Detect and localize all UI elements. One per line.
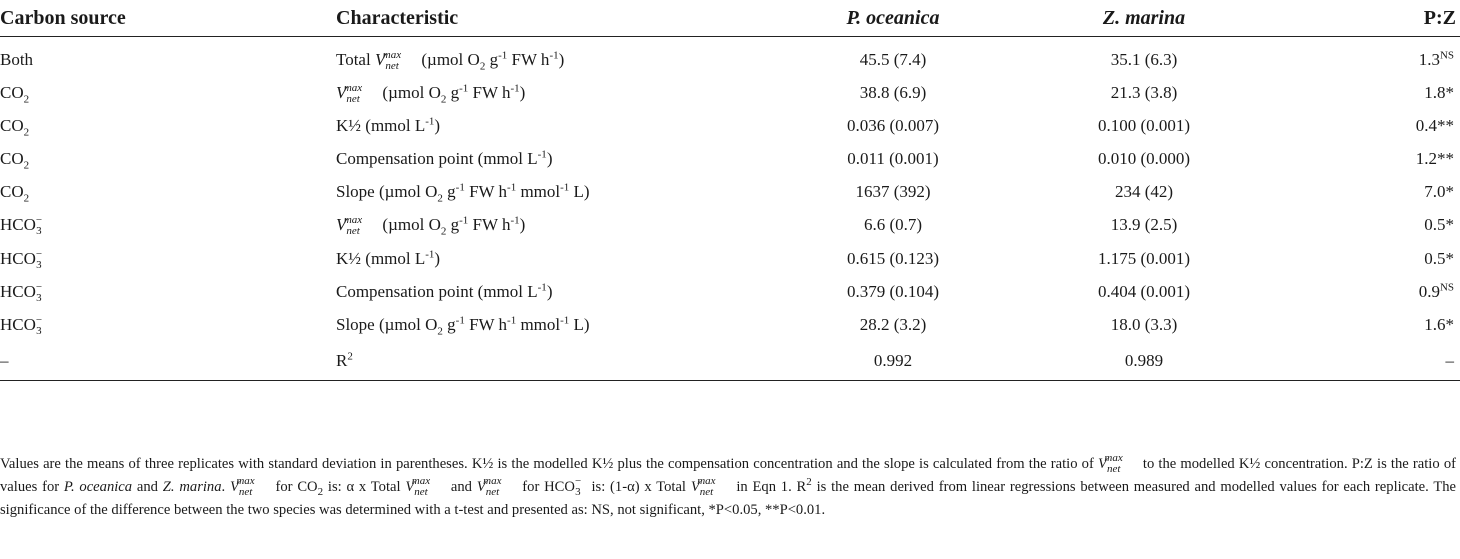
cell-p-z-ratio [1270, 176, 1460, 209]
cell-p-oceanica: 38.8 (6.9) [859, 82, 927, 102]
cell-p-z-ratio [1270, 37, 1460, 77]
vmax-symbol: $V_{net}^{max}$ [336, 81, 363, 105]
table-footnote: Values are the means of three replicates with standard deviation in parentheses. K½ is the modelled K½ plus the compensation concentration and the slope is calculated from the ratio of $V_{net}^{max}$ to the modelled K½ concentration. P:Z is the ratio of values for P. oceanica and Z. marina. $V_{net}^{max}$ for $CO_2$ is: α x Total $V_{net}^{max}$ and $V_{net}^{max}$ for $HCO^-_3$ is: (1-α) x Total $V_{net}^{max}$ in Eqn 1. $R^2$ is the mean derived from linear regressions between measured and modelled values for each replicate. The significance of the difference between the two species was determined with a t-test and presented as: NS, not significant, *P<0.05, **P<0.01. [0, 452, 1457, 518]
cell-p-oceanica: 28.2 (3.2) [859, 314, 927, 334]
cell-z-marina: 21.3 (3.8) [1110, 82, 1178, 102]
ratio-value: 7.0* [1424, 182, 1454, 202]
ratio-value: 0.4** [1415, 115, 1454, 135]
cell-carbon-source: $HCO^-_3$ [0, 280, 43, 304]
cell-z-marina: 0.989 [1018, 342, 1270, 381]
cell-p-z-ratio [1270, 76, 1460, 109]
footnote-s1: Values are the means of three replicates with standard deviation in parentheses. K½ is the modelled K½ plus the compensation concentration and the slope is calculated from the ratio of [0, 456, 1094, 472]
characteristic-text: Slope (µmol $O_2$ $g^{-1}$ FW $h^{-1}$ mmol$^{-1}$ L) [336, 181, 590, 205]
cell-p-z-ratio [1270, 275, 1460, 308]
cell-z-marina: 18.0 (3.3) [1110, 314, 1178, 334]
cell-p-oceanica: 1637 (392) [855, 182, 931, 202]
cell-p-oceanica: 6.6 (0.7) [863, 215, 923, 235]
cell-carbon-source: $HCO^-_3$ [0, 214, 43, 238]
footnote-s4: and [450, 479, 472, 495]
ratio-value: – [1445, 350, 1454, 370]
table-body [0, 37, 1460, 381]
footnote-po: P. oceanica [63, 479, 133, 495]
table-row [0, 342, 1460, 381]
header-p-z-ratio: P:Z [1270, 0, 1460, 37]
header-carbon-source: Carbon source [0, 0, 336, 37]
cell-carbon-source: $HCO^-_3$ [0, 313, 43, 337]
vmax-symbol: $V_{net}^{max}$ [476, 475, 502, 498]
footnote-s3: for $CO_2$ is: α x Total [275, 479, 401, 498]
cell-z-marina: 1.175 (0.001) [1097, 248, 1191, 268]
header-z-marina: Z. marina [1018, 0, 1270, 37]
header-row [0, 0, 1460, 37]
ratio-value: 0.5* [1424, 248, 1454, 268]
footnote-and: and [136, 479, 158, 495]
vmax-symbol: $V_{net}^{max}$ [336, 214, 363, 238]
header-characteristic: Characteristic [336, 0, 768, 37]
cell-p-oceanica: 45.5 (7.4) [859, 49, 927, 69]
cell-characteristic [336, 308, 768, 341]
cell-z-marina: 0.404 (0.001) [1097, 281, 1191, 301]
footnote-s5: for $HCO^-_3$ is: (1-α) x Total [522, 475, 686, 498]
cell-p-z-ratio [1270, 109, 1460, 142]
cell-z-marina: 234 (42) [1114, 182, 1174, 202]
cell-p-z-ratio [1270, 342, 1460, 381]
cell-p-oceanica: 0.011 (0.001) [847, 148, 939, 168]
table-row [0, 176, 1460, 209]
table-row [0, 76, 1460, 109]
vmax-symbol: $V_{net}^{max}$ [690, 475, 716, 498]
cell-characteristic [336, 37, 768, 77]
cell-p-oceanica: 0.615 (0.123) [846, 248, 940, 268]
cell-characteristic [336, 242, 768, 275]
vmax-symbol: $V_{net}^{max}$ [374, 48, 402, 72]
cell-z-marina: 13.9 (2.5) [1110, 215, 1178, 235]
characteristic-text: $R^2$ [336, 349, 353, 370]
cell-z-marina: 0.100 (0.001) [1097, 115, 1191, 135]
characteristic-text: K½ (mmol $L^{-1}$) [336, 115, 441, 135]
cell-characteristic [336, 142, 768, 175]
table-row [0, 242, 1460, 275]
cell-carbon-source: – [0, 342, 336, 381]
ratio-value: 0.5* [1424, 215, 1454, 235]
cell-characteristic [336, 209, 768, 242]
characteristic-unit: (µmol $O_2$ $g^{-1}$ FW $h^{-1}$) [378, 81, 526, 105]
significance-marker: NS [1439, 48, 1454, 61]
cell-p-oceanica: 0.036 (0.007) [846, 115, 940, 135]
characteristic-text: K½ (mmol $L^{-1}$) [336, 247, 441, 268]
cell-carbon-source: $CO_2$ [0, 82, 30, 105]
table-row [0, 275, 1460, 308]
cell-characteristic [336, 76, 768, 109]
cell-carbon-source: $HCO^-_3$ [0, 247, 43, 271]
characteristic-text: Slope (µmol $O_2$ $g^{-1}$ FW $h^{-1}$ mmol$^{-1}$ L) [336, 314, 590, 338]
vmax-symbol: $V_{net}^{max}$ [1098, 452, 1123, 475]
table-row [0, 109, 1460, 142]
cell-carbon-source: $CO_2$ [0, 115, 30, 139]
cell-p-z-ratio [1270, 209, 1460, 242]
table-row [0, 142, 1460, 175]
cell-characteristic [336, 342, 768, 381]
vmax-symbol: $V_{net}^{max}$ [229, 475, 255, 498]
ratio-value: 0.9 [1418, 281, 1440, 301]
significance-marker: NS [1439, 281, 1454, 294]
cell-carbon-source: Both [0, 49, 34, 69]
characteristic-unit: (µmol $O_2$ $g^{-1}$ FW $h^{-1}$) [417, 48, 565, 72]
cell-z-marina: 35.1 (6.3) [1110, 49, 1178, 69]
cell-characteristic [336, 275, 768, 308]
header-p-oceanica: P. oceanica [768, 0, 1018, 37]
cell-z-marina: 0.010 (0.000) [1097, 148, 1191, 168]
cell-characteristic [336, 109, 768, 142]
footnote-s6: in Eqn 1. $R^2$ is the mean derived from linear regressions between measured and modelled values for each replicate. The significance of the difference between the two species was determined with a t-test and presented as: NS, not significant, *P<0.05, **P<0.01. [0, 476, 1457, 518]
footnote-zm: Z. marina [162, 479, 222, 495]
cell-p-oceanica: 0.992 [768, 342, 1018, 381]
ratio-value: 1.8* [1424, 82, 1454, 102]
table-row [0, 209, 1460, 242]
cell-p-z-ratio [1270, 142, 1460, 175]
characteristic-text: Compensation point (mmol $L^{-1}$) [336, 281, 553, 301]
table-row [0, 308, 1460, 341]
ratio-value: 1.3 [1418, 49, 1440, 69]
characteristic-text: Compensation point (mmol $L^{-1}$) [336, 148, 553, 168]
cell-carbon-source: $CO_2$ [0, 148, 30, 172]
cell-p-oceanica: 0.379 (0.104) [846, 281, 940, 301]
vmax-symbol: $V_{net}^{max}$ [405, 475, 431, 498]
table-row [0, 37, 1460, 77]
footnote-s2: to the modelled K½ concentration. P:Z is the ratio of values for [0, 456, 1456, 495]
ratio-value: 1.2** [1415, 148, 1454, 168]
cell-characteristic [336, 176, 768, 209]
ratio-value: 1.6* [1424, 314, 1454, 334]
characteristic-unit: (µmol $O_2$ $g^{-1}$ FW $h^{-1}$) [378, 214, 526, 238]
cell-p-z-ratio [1270, 308, 1460, 341]
characteristic-text: Total [336, 49, 375, 69]
cell-p-z-ratio [1270, 242, 1460, 275]
cell-carbon-source: $CO_2$ [0, 182, 30, 205]
